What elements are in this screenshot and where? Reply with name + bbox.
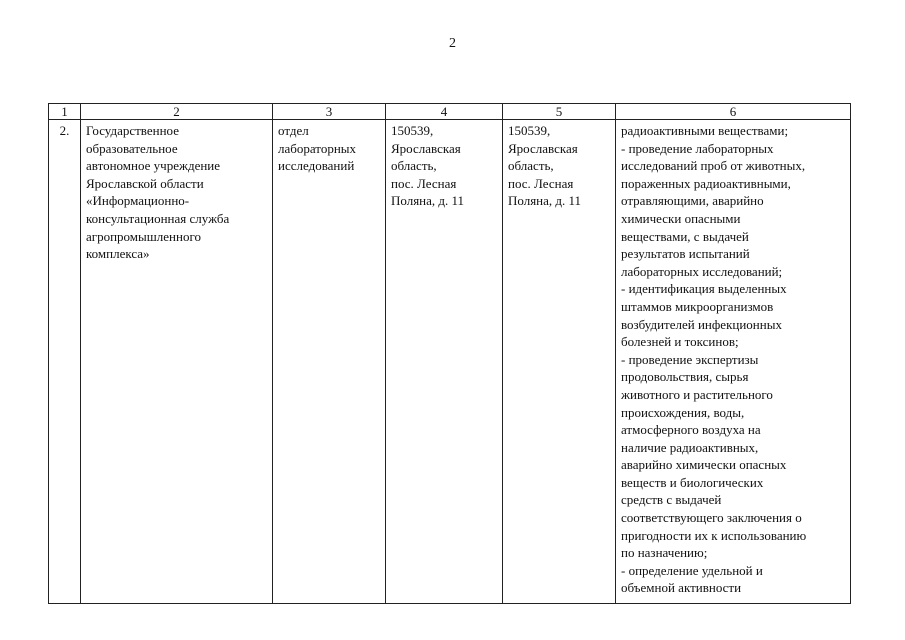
activity-line: соответствующего заключения о (621, 510, 802, 526)
table-row (49, 120, 851, 604)
department-line: отдел (278, 123, 309, 138)
organization-line: агропромышленного (86, 228, 201, 244)
activities-cell (616, 120, 851, 604)
activity-line: возбудителей инфекционных (621, 316, 782, 332)
actual-address-cell (503, 120, 616, 604)
legal-address-cell (386, 120, 503, 604)
activity-line: химически опасными (621, 210, 741, 226)
activity-line: атмосферного воздуха на (621, 422, 761, 438)
organization-line: комплекса» (86, 246, 150, 262)
activity-line: - проведение лабораторных (621, 140, 774, 156)
actual-address-line: 150539, (508, 123, 551, 138)
activity-line: пораженных радиоактивными, (621, 175, 791, 191)
row-number-cell: 2. (49, 120, 81, 604)
activity-line: веществами, с выдачей (621, 228, 749, 244)
organization-line: образовательное (86, 140, 178, 156)
department-line: лабораторных (278, 140, 357, 156)
column-header-3: 3 (273, 104, 386, 120)
department-cell (273, 120, 386, 604)
activity-line: результатов испытаний (621, 246, 750, 262)
activity-line: средств с выдачей (621, 492, 722, 508)
activity-line: - определение удельной и (621, 562, 763, 578)
activity-line: по назначению; (621, 545, 708, 561)
activity-line: радиоактивными веществами; (621, 123, 789, 138)
legal-address-line: 150539, (391, 123, 434, 138)
legal-address-line: пос. Лесная (391, 175, 457, 191)
column-header-6: 6 (616, 104, 851, 120)
activity-line: - идентификация выделенных (621, 281, 787, 297)
activity-line: пригодности их к использованию (621, 527, 807, 543)
activity-line: исследований проб от животных, (621, 158, 806, 174)
column-header-1: 1 (49, 104, 81, 120)
activity-line: лабораторных исследований; (621, 263, 783, 279)
organization-line: «Информационно- (86, 193, 190, 209)
organization-line: Ярославской области (86, 175, 204, 191)
legal-address-line: Ярославская (391, 140, 461, 156)
actual-address-line: пос. Лесная (508, 175, 574, 191)
activity-line: наличие радиоактивных, (621, 439, 759, 455)
activity-line: - проведение экспертизы (621, 351, 759, 367)
department-line: исследований (278, 158, 355, 174)
header-row (49, 104, 851, 120)
organization-line: консультационная служба (86, 210, 230, 226)
registry-table (48, 103, 851, 604)
organization-cell (81, 120, 273, 604)
legal-address-line: область, (391, 158, 437, 174)
legal-address-line: Поляна, д. 11 (391, 193, 465, 209)
activity-line: отравляющими, аварийно (621, 193, 764, 209)
actual-address-line: Ярославская (508, 140, 578, 156)
activity-line: аварийно химически опасных (621, 457, 787, 473)
activity-line: штаммов микроорганизмов (621, 298, 774, 314)
actual-address-line: область, (508, 158, 554, 174)
activity-line: продовольствия, сырья (621, 369, 749, 385)
column-header-4: 4 (386, 104, 503, 120)
activity-line: объемной активности (621, 580, 742, 596)
organization-line: Государственное (86, 123, 179, 138)
activity-line: животного и растительного (621, 386, 773, 402)
organization-line: автономное учреждение (86, 158, 221, 174)
activity-line: происхождения, воды, (621, 404, 745, 420)
activity-line: веществ и биологических (621, 474, 764, 490)
column-header-5: 5 (503, 104, 616, 120)
activity-line: болезней и токсинов; (621, 334, 739, 350)
page-number: 2 (449, 36, 456, 51)
column-header-2: 2 (81, 104, 273, 120)
actual-address-line: Поляна, д. 11 (508, 193, 582, 209)
